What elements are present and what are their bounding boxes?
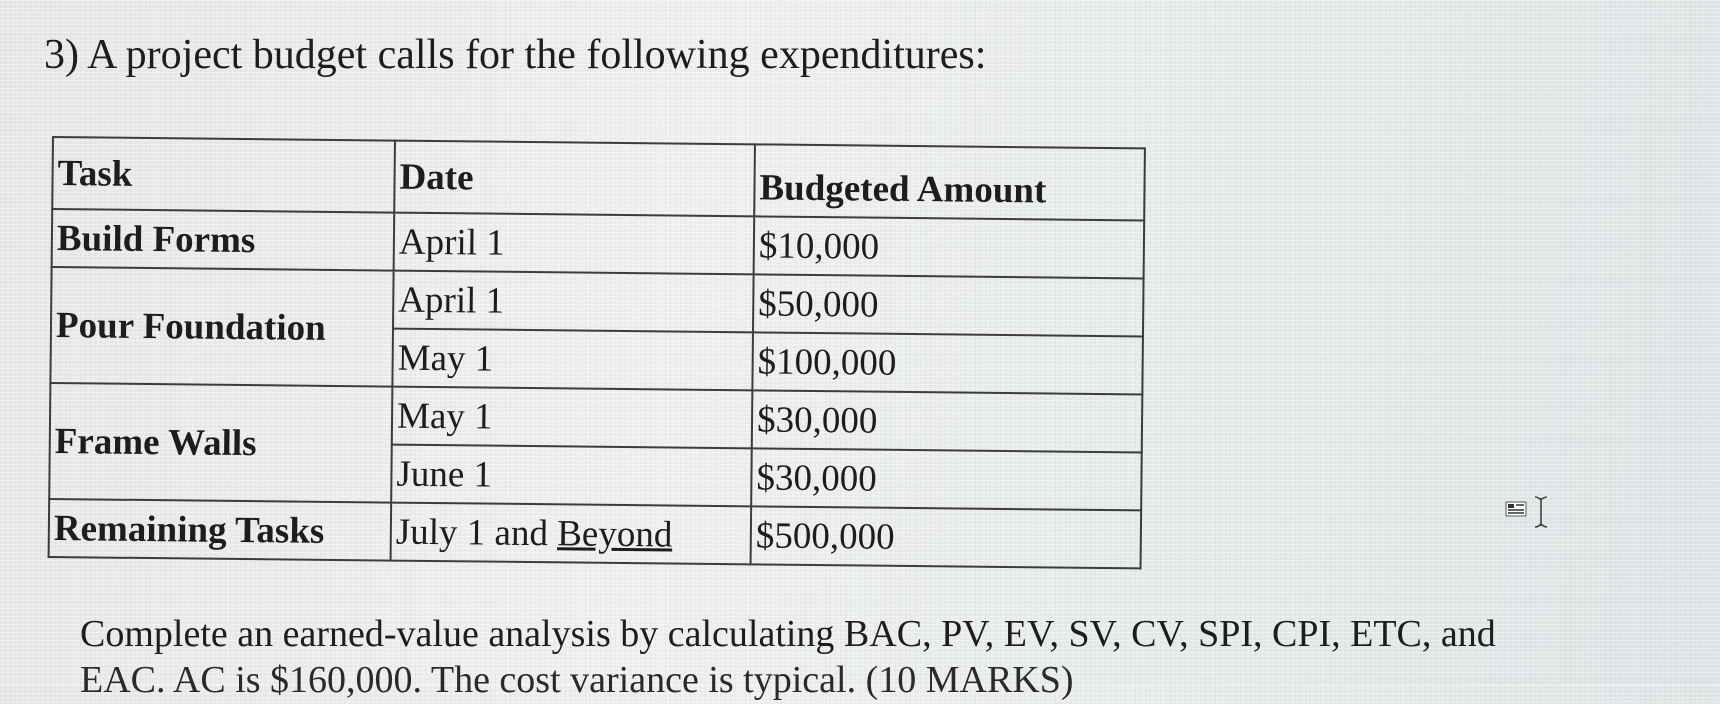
date-text: July 1 and Beyond: [395, 511, 673, 556]
amount-cell: $100,000: [752, 332, 1143, 394]
task-cell: Pour Foundation: [50, 267, 393, 387]
header-budgeted-amount: Budgeted Amount: [754, 144, 1145, 220]
amount-cell: $500,000: [751, 506, 1142, 568]
header-date: Date: [394, 141, 755, 217]
date-cell: April 1: [393, 271, 754, 333]
underlined-word: Beyond: [557, 512, 673, 556]
date-cell: May 1: [392, 387, 753, 449]
date-cell: June 1: [391, 445, 752, 507]
task-cell: Remaining Tasks: [49, 499, 392, 561]
date-cell: [391, 503, 752, 565]
table-row: [51, 267, 1144, 336]
text-block-icon: [1506, 502, 1526, 516]
instruction-text: Complete an earned-value analysis by calculating BAC, PV, EV, SV, CV, SPI, CPI, ETC, and: [80, 613, 1496, 655]
amount-cell: $30,000: [752, 390, 1143, 452]
date-cell: May 1: [392, 329, 753, 391]
text-cursor-icon: [1505, 494, 1557, 530]
table-header-row: [52, 137, 1145, 220]
task-cell: Frame Walls: [49, 383, 392, 503]
header-task: Task: [52, 137, 395, 213]
date-cell: April 1: [394, 213, 755, 275]
question-heading: 3) A project budget calls for the following expenditures:: [44, 32, 987, 78]
task-cell: Build Forms: [52, 209, 395, 271]
amount-cell: $10,000: [754, 216, 1145, 278]
amount-cell: $50,000: [753, 274, 1144, 336]
table-row: [49, 499, 1142, 568]
table-row: [50, 383, 1143, 452]
amount-cell: $30,000: [751, 448, 1142, 510]
budget-table: [48, 136, 1146, 569]
instruction-text-continued: EAC. AC is $160,000. The cost variance is typical. (10 MARKS): [80, 659, 1074, 701]
